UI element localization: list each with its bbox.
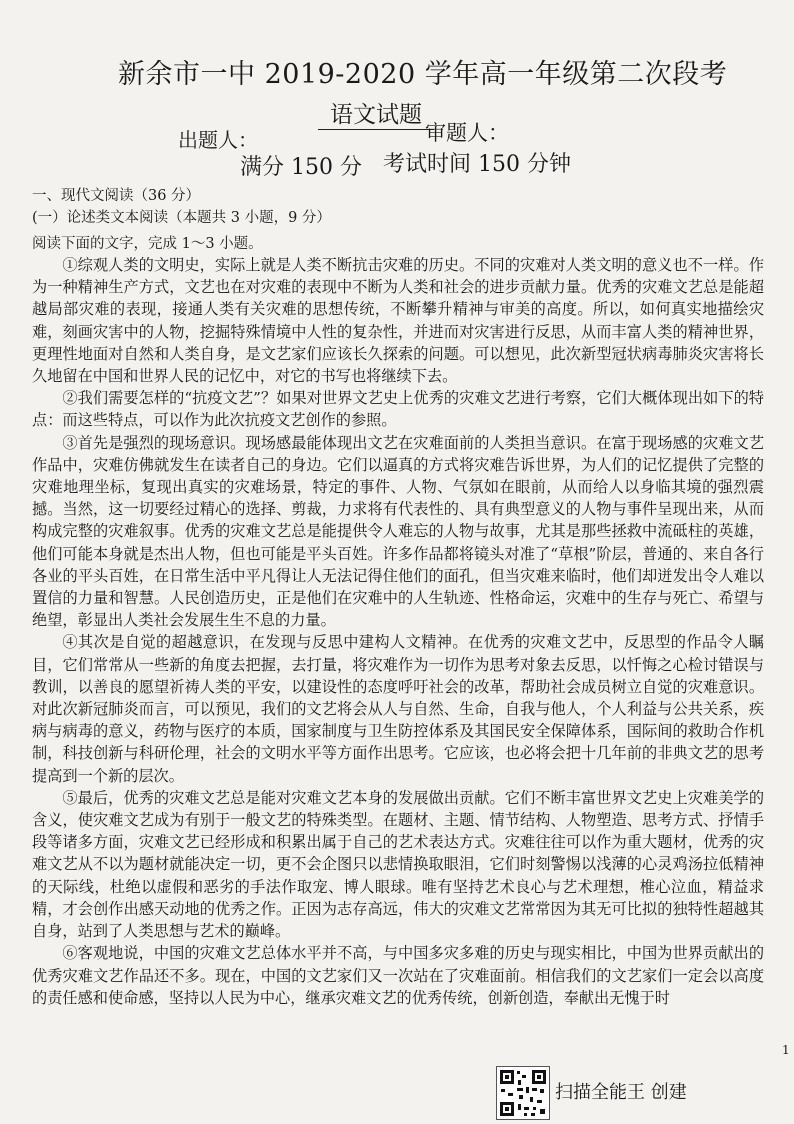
page-edge-mark: 1 <box>782 1043 790 1057</box>
section-heading: 一、现代文阅读（36 分） <box>32 188 201 204</box>
paragraph-1: ①综观人类的文明史，实际上就是人类不断抗击灾难的历史。不同的灾难对人类文明的意义也不一样。作为一种精神生产方式，文艺也在对灾难的表现中不断为人类和社会的进步贡献力量。优秀的灾难文艺总是能超越局部灾难的表现，接通人类有关灾难的思想传统，不断攀升精神与审美的高度。所以，如何真实地描绘灾难，刻画灾害中的人物，挖掘特殊情境中人性的复杂性，并进而对灾害进行反思，从而丰富人类的精神世界，更理性地面对自然和人类自身，是文艺家们应该长久探索的问题。可以想见，此次新型冠状病毒肺炎灾害将长久地留在中国和世界人民的记忆中，对它的书写也将继续下去。 <box>32 256 764 386</box>
exam-subtitle: 语文试题 <box>318 96 434 130</box>
paragraph-4: ④其次是自觉的超越意识，在发现与反思中建构人文精神。在优秀的灾难文艺中，反思型的作品令人瞩目，它们常常从一些新的角度去把握，去打量，将灾难作为一切作为思考对象去反思，以忏悔之心检讨错误与教训，以善良的愿望祈祷人类的平安，以建设性的态度呼吁社会的改革，帮助社会成员树立自觉的灾难意识。对此次新冠肺炎而言，可以预见，我们的文艺将会从人与自然、生命，自我与他人，个人利益与公共关系，疾病与病毒的意义，药物与医疗的本质，国家制度与卫生防控体系及其国民安全保障体系，国际间的救助合作机制，科技创新与科研伦理，社会的文明水平等方面作出思考。它应该，也必将会把十几年前的非典文艺的思考提高到一个新的层次。 <box>32 633 764 785</box>
paragraph-6: ⑥客观地说，中国的灾难文艺总体水平并不高，与中国多灾多难的历史与现实相比，中国为世界贡献出的优秀灾难文艺作品还不多。现在，中国的文艺家们又一次站在了灾难面前。相信我们的文艺家们一定会以高度的责任感和使命感，坚持以人民为中心，继承灾难文艺的优秀传统，创新创造，奉献出无愧于时 <box>32 944 764 1007</box>
exam-title: 新余市一中 2019-2020 学年高一年级第二次段考 <box>118 59 728 90</box>
full-score: 满分 150 分 <box>240 155 362 180</box>
qr-code-icon <box>496 1066 550 1120</box>
paragraph-5: ⑤最后，优秀的灾难文艺总是能对灾难文艺本身的发展做出贡献。它们不断丰富世界文艺史上灾难美学的含义，使灾难文艺成为有别于一般文艺的特殊类型。在题材、主题、情节结构、人物塑造、思考方式、抒情手段等诸多方面，灾难文艺已经形成和积累出属于自己的艺术表达方式。灾难往往可以作为重大题材，优秀的灾难文艺从不以为题材就能决定一切，更不会企图只以悲情换取眼泪，它们时刻警惕以浅薄的心灵鸡汤拉低精神的天际线，杜绝以虚假和恶劣的手法作取宠、博人眼球。唯有坚持艺术良心与艺术理想，椎心泣血，精益求精，才会创作出感天动地的优秀之作。正因为志存高远，伟大的灾难文艺常常因为其无可比拟的独特性超越其自身，站到了人类思想与艺术的巅峰。 <box>32 788 764 941</box>
paragraph-3: ③首先是强烈的现场意识。现场感最能体现出文艺在灾难面前的人类担当意识。在富于现场感的灾难文艺作品中，灾难仿佛就发生在读者自己的身边。它们以逼真的方式将灾难告诉世界，为人们的记忆提供了完整的灾难地理坐标，复现出真实的灾难场景，特定的事件、人物、气氛如在眼前，从而给人以身临其境的强烈震撼。当然，这一切要经过精心的选择、剪裁，力求将有代表性的、具有典型意义的人物与事件呈现出来，从而构成完整的灾难叙事。优秀的灾难文艺总是能提供令人难忘的人物与故事，尤其是那些拯救中流砥柱的英雄，他们可能本身就是杰出人物，但也可能是平头百姓。许多作品都将镜头对准了“草根”阶层，普通的、来自各行各业的平头百姓，在日常生活中平凡得让人无法记得住他们的面孔，但当灾难来临时，他们却迸发出令人难以置信的力量和智慧。人民创造历史，正是他们在灾难中的人生轨迹、性格命运，灾难中的生存与死亡、希望与绝望，彰显出人类社会发展生生不息的力量。 <box>32 433 764 630</box>
author-label: 出题人： <box>178 128 258 152</box>
paragraph-2: ②我们需要怎样的“抗疫文艺”？如果对世界文艺史上优秀的灾难文艺进行考察，它们大概体现出如下的特点：而这些特点，可以作为此次抗疫文艺创作的参照。 <box>32 389 764 430</box>
reviewer-label: 审题人： <box>425 121 509 145</box>
subsection-heading: (一）论述类文本阅读（本题共 3 小题，9 分） <box>32 210 331 226</box>
exam-time: 考试时间 150 分钟 <box>383 152 571 177</box>
reading-passage <box>32 254 764 1009</box>
instruction-text: 阅读下面的文字，完成 1～3 小题。 <box>32 236 263 252</box>
scanner-watermark: 扫描全能王 创建 <box>555 1082 687 1103</box>
